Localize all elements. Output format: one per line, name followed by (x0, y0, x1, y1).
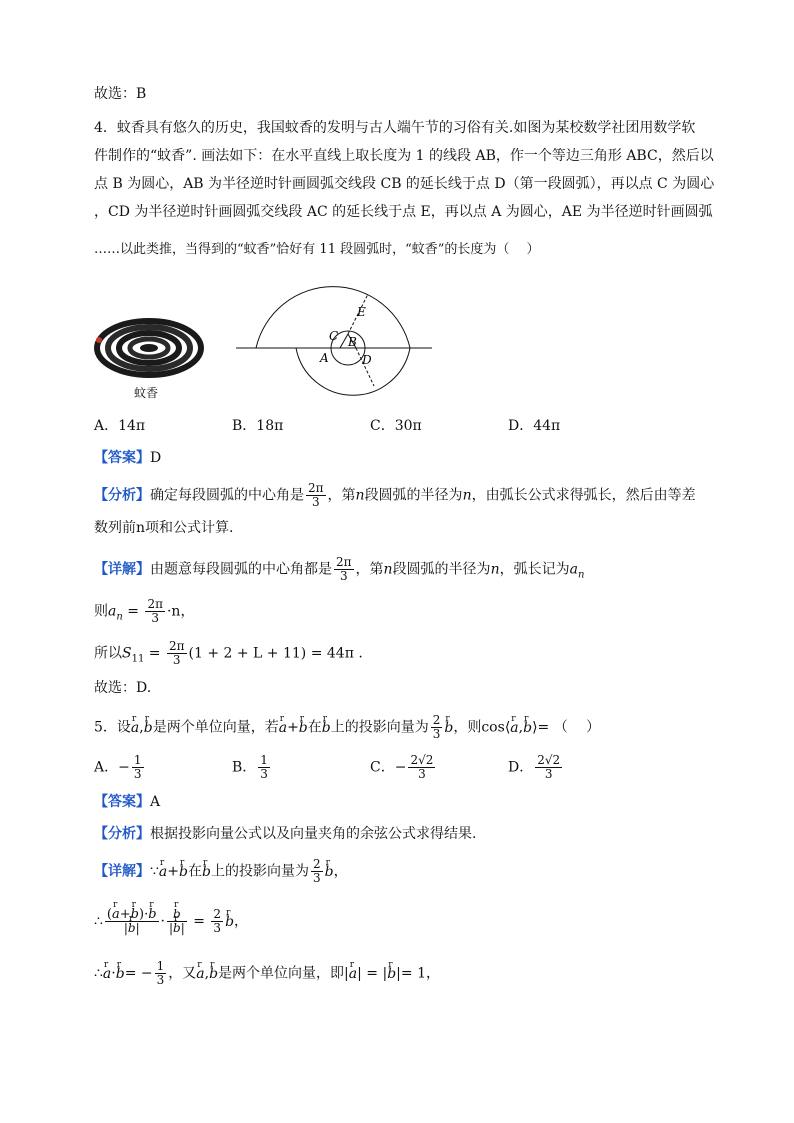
detail-text: ， (234, 913, 249, 930)
var-a: a (108, 603, 117, 620)
var-n: n (462, 487, 472, 504)
subscript-n: n (577, 569, 585, 581)
option-sign: − (118, 759, 130, 776)
q4-analysis-line-2: 数列前n项和公式计算. (94, 520, 234, 536)
label-A: A (320, 351, 329, 365)
frac-den: 3 (172, 653, 181, 667)
frac-num: 2π (147, 597, 163, 611)
vector-b: r b (148, 908, 156, 921)
var-n: n (355, 487, 365, 504)
frac-den: 3 (151, 611, 160, 625)
vector-b: r b (225, 912, 234, 932)
option-fraction (258, 754, 270, 781)
stem-text: ，则 (453, 719, 482, 736)
frac-num: 2π (308, 481, 324, 495)
q4-formula-2: 所以$S_{11}$ = $\frac{2\pi}{3}$ (1 + 2 + L + 11) = 44π . (94, 639, 363, 667)
previous-answer: 故选：B (94, 86, 147, 102)
fraction-2-over-3 (311, 858, 323, 885)
vector-b: r b (299, 718, 308, 738)
fraction-2pi-over-3 (306, 482, 326, 509)
frac-den: 3 (213, 921, 222, 935)
q4-option-a: A．14π (94, 418, 146, 434)
mosquito-coil-photo (94, 318, 204, 378)
option-label: C． (370, 759, 395, 776)
vector-b: r b (209, 964, 218, 984)
detail-text: 由题意每段圆弧的中心角都是 (150, 561, 332, 578)
vector-b: r b (144, 718, 153, 738)
q5-analysis (94, 824, 476, 844)
frac-den: 3 (544, 767, 553, 781)
label-E: E (357, 305, 366, 319)
frac-den: 3 (133, 767, 142, 781)
detail-text: = − (124, 965, 153, 982)
q5-answer (94, 792, 160, 812)
q4-stem-line-5: ……以此类推，当得到的“蚊香”恰好有 11 段圆弧时，“蚊香”的长度为（ ） (94, 242, 540, 257)
q5-option-c (370, 754, 437, 781)
detail-text: 是两个单位向量，即 (218, 965, 345, 982)
vector-b: r b (387, 964, 396, 984)
formula-text: ·n， (166, 603, 195, 620)
label-C: C (329, 329, 339, 343)
stem-text: 在 (307, 719, 322, 736)
frac-num: 2 (213, 907, 222, 921)
frac-den: 3 (339, 569, 348, 583)
fraction-2pi-over-3 (334, 556, 354, 583)
frac-num: 2π (168, 639, 185, 653)
vector-b: r b (325, 862, 334, 882)
photo-caption: 蚊香 (134, 386, 159, 400)
analysis-text: 段圆弧的半径为 (364, 487, 463, 504)
projection-fraction: $\frac{\text{(r a+r b)·r b}}{\text{|r b|}}$ (105, 908, 159, 935)
stem-text: 是两个单位向量，若 (152, 719, 279, 736)
vector-a: r a (159, 862, 167, 882)
frac-num: 2√2 (537, 753, 561, 767)
detail-text: ∵ (150, 863, 159, 880)
vector-b: r b (202, 862, 211, 882)
spiral-diagram (236, 276, 432, 398)
frac-num: 1 (260, 753, 268, 767)
detail-text: ，弧长记为 (499, 561, 570, 578)
subscript-n: n (116, 611, 123, 623)
var-a: a (569, 561, 578, 578)
therefore-sign: ∴ (94, 965, 103, 982)
detail-text: 在 (187, 863, 202, 880)
option-label: B． (232, 759, 257, 776)
q4-conclusion: 故选：D. (94, 680, 152, 696)
analysis-tag: 【分析】 (94, 487, 150, 504)
vector-a: r a (279, 718, 287, 738)
analysis-text: 确定每段圆弧的中心角是 (150, 487, 304, 504)
cos-function: cos (481, 719, 505, 736)
vector-b: r b (173, 908, 181, 921)
q4-formula-1: 则$a_n$ = $\frac{2\pi}{3}$ ·n， (94, 597, 195, 625)
q5-detail-line-2: ∴ $\frac{\text{(r a+r b)·r b}}{\text{|r b|}}$ · r $\frac{b}{\text{|r b|}}$ = $\frac{2}{3}$ r b， (94, 908, 248, 935)
stem-text: = （ ） (537, 719, 601, 736)
frac-num: 2√2 (410, 753, 434, 767)
vector-a: r a (510, 718, 518, 738)
q4-option-d: D．44π (508, 418, 561, 434)
option-fraction (408, 754, 435, 781)
q4-option-c: C．30π (370, 418, 422, 434)
label-B: B (348, 335, 357, 349)
var-n: n (383, 561, 393, 578)
vector-b: r b (131, 908, 139, 921)
frac-num: 1 (156, 959, 165, 973)
detail-text: = 1， (400, 965, 440, 982)
q5-detail-line-3: ∴r a·r b= − $\frac{1}{3}$ ，又r a,r b是两个单位向量，即|r a| = |r b|= 1， (94, 960, 440, 987)
fraction-2pi-over-3 (145, 598, 165, 625)
q5-option-b (232, 754, 272, 781)
unit-vector-fraction: r $\frac{b}{\text{|r b|}}$ (167, 908, 187, 935)
var-n: n (490, 561, 500, 578)
q4-answer (94, 448, 161, 468)
stem-text: 上的投影向量为 (330, 719, 429, 736)
vector-b: r b (444, 718, 453, 738)
formula-text: 则 (94, 603, 108, 620)
detail-text: ，第 (355, 561, 384, 578)
q4-stem-line-4: ，CD 为半径逆时针画圆弧交线段 AC 的延长线于点 E，再以点 A 为圆心，AE 为半径逆时针画圆弧 (94, 204, 713, 220)
detail-text: 上的投影向量为 (210, 863, 309, 880)
option-fraction (535, 754, 562, 781)
frac-den: 3 (432, 727, 441, 741)
vector-a: r a (196, 964, 204, 984)
frac-num: 2 (312, 857, 321, 871)
analysis-text: 根据投影向量公式以及向量夹角的余弦公式求得结果. (150, 826, 477, 842)
q5-option-a (94, 754, 146, 781)
q5-option-d (508, 754, 564, 781)
fraction-2-over-3 (431, 714, 443, 741)
q4-analysis-line-1 (94, 482, 696, 509)
frac-den: 3 (260, 767, 268, 781)
fraction-2-over-3 (211, 908, 223, 935)
answer-value: A (150, 794, 161, 810)
var-S: S (122, 645, 132, 662)
formula-text: 所以 (94, 645, 122, 662)
q5-stem: 5．设r a,r b是两个单位向量，若r a+r b在r b上的投影向量为 $\frac{2}{3}$ r b，则cos⟨r a,r b⟩= （ ） (94, 714, 600, 741)
vector-b: r b (523, 718, 532, 738)
q4-detail-line-1 (94, 556, 584, 585)
answer-tag: 【答案】 (94, 450, 150, 466)
vector-a: r a (103, 964, 111, 984)
vector-b: r b (173, 922, 181, 935)
vector-b: r b (179, 862, 188, 882)
q4-option-b: B．18π (232, 418, 284, 434)
analysis-text: ，第 (327, 487, 356, 504)
option-sign: − (394, 759, 407, 776)
therefore-sign: ∴ (94, 913, 103, 930)
answer-tag: 【答案】 (94, 794, 150, 810)
frac-num: 1 (133, 753, 142, 767)
frac-den: 3 (312, 871, 321, 885)
detail-tag: 【详解】 (94, 561, 150, 578)
frac-den: 3 (311, 495, 320, 509)
analysis-tag: 【分析】 (94, 826, 150, 842)
frac-den: 3 (156, 973, 165, 987)
detail-text: ，又 (168, 965, 197, 982)
label-D: D (362, 353, 372, 367)
frac-den: 3 (418, 767, 426, 781)
q5-detail-line-1: 【详解】∵r a+r b在r b上的投影向量为 $\frac{2}{3}$ r b， (94, 858, 348, 885)
detail-text: 段圆弧的半径为 (392, 561, 491, 578)
formula-text: (1 + 2 + L + 11) = 44π . (188, 645, 363, 662)
q4-stem-line-1: 4．蚊香具有悠久的历史，我国蚊香的发明与古人端午节的习俗有关.如图为某校数学社团用数学软 (94, 120, 696, 136)
q4-stem-line-2: 件制作的“蚊香”. 画法如下：在水平直线上取长度为 1 的线段 AB，作一个等边三角形 ABC，然后以 (94, 148, 714, 164)
frac-num: 2π (336, 555, 352, 569)
q4-stem-line-3: 点 B 为圆心，AB 为半径逆时针画圆弧交线段 CB 的延长线于点 D（第一段圆弧），再以点 C 为圆心 (94, 176, 715, 192)
option-label: A． (94, 759, 119, 776)
option-fraction (132, 754, 144, 781)
option-label: D． (508, 759, 534, 776)
vector-b: r b (128, 922, 136, 935)
vector-a: r a (349, 964, 357, 984)
vector-b: r b (322, 718, 331, 738)
vector-a: r a (112, 908, 120, 921)
detail-tag: 【详解】 (94, 863, 150, 880)
vector-a: r a (131, 718, 139, 738)
answer-value: D (150, 450, 162, 466)
frac-num: 2 (432, 713, 441, 727)
stem-text: 5．设 (94, 719, 131, 736)
fraction-2pi-over-3 (167, 640, 187, 667)
analysis-text: ，由弧长公式求得弧长，然后由等差 (471, 487, 696, 504)
subscript-11: 11 (131, 653, 145, 665)
vector-b: r b (116, 964, 125, 984)
fraction-1-over-3 (155, 960, 167, 987)
